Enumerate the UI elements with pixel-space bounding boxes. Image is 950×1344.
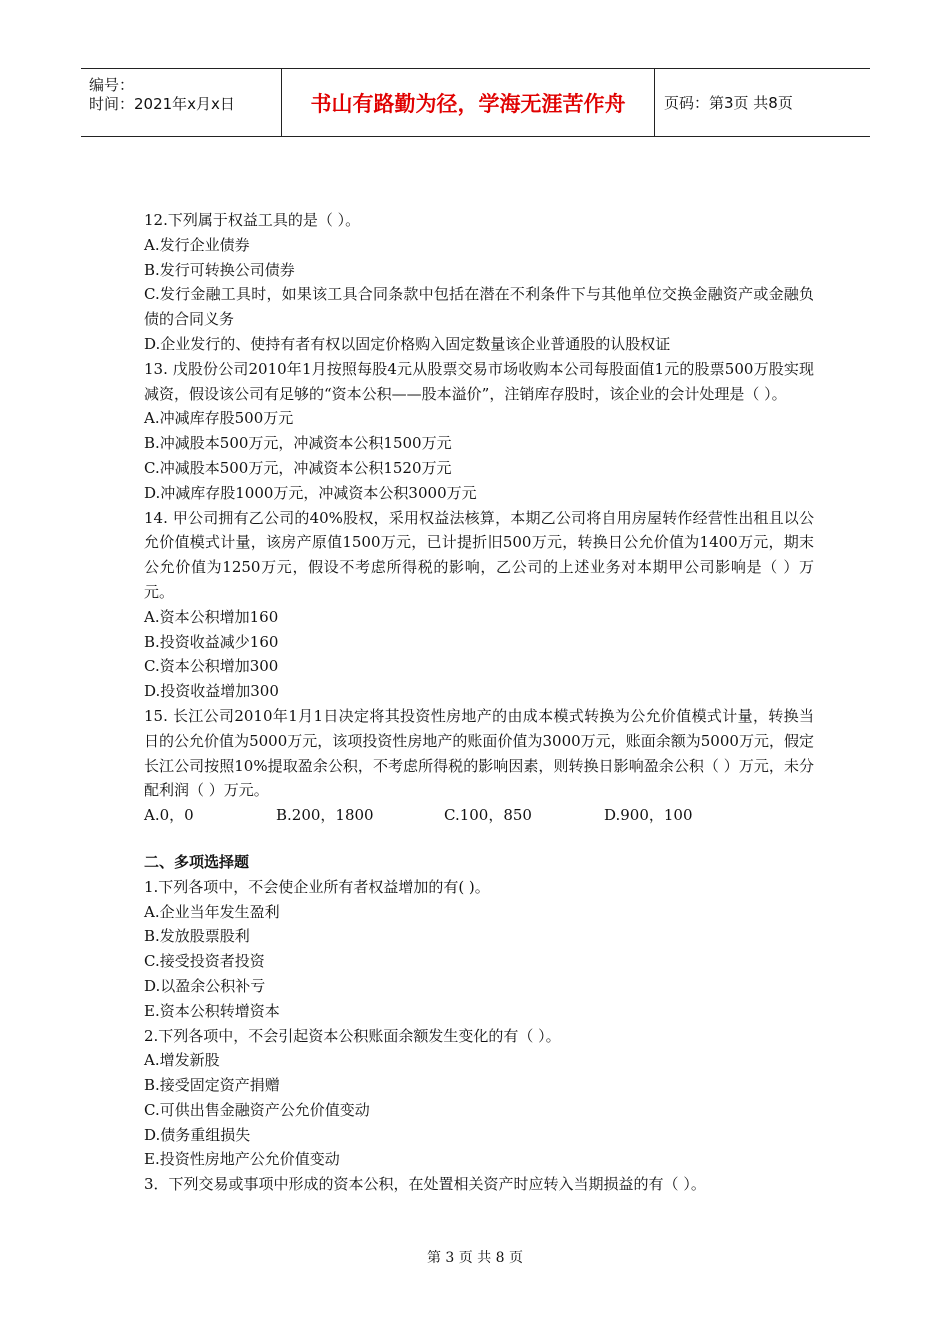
question-13-option-a: A.冲减库存股500万元 xyxy=(144,409,294,428)
question-13-option-d: D.冲减库存股1000万元，冲减资本公积3000万元 xyxy=(144,483,477,502)
section-2-title: 二、多项选择题 xyxy=(144,852,250,871)
question-14-option-c: C.资本公积增加300 xyxy=(144,657,279,676)
page-footer: 第 3 页 共 8 页 xyxy=(426,1250,524,1266)
question-12-option-a: A.发行企业债券 xyxy=(144,235,250,254)
multi-question-1-option-d: D.以盈余公积补亏 xyxy=(144,976,266,995)
multi-question-2-option-e: E.投资性房地产公允价值变动 xyxy=(144,1150,340,1169)
document-number-label: 编号： xyxy=(89,76,135,94)
question-15-options xyxy=(144,803,814,828)
multi-question-3-stem: 3．下列交易或事项中形成的资本公积，在处置相关资产时应转入当期损益的有（ ）。 xyxy=(144,1175,706,1194)
question-14-option-d: D.投资收益增加300 xyxy=(144,682,279,701)
question-12-option-b: B.发行可转换公司债券 xyxy=(144,260,295,279)
header-page-info: 页码：第3页 共8页 xyxy=(664,94,793,112)
multi-question-2-option-c: C.可供出售金融资产公允价值变动 xyxy=(144,1100,370,1119)
document-body xyxy=(144,208,814,1197)
question-14-option-a: A.资本公积增加160 xyxy=(144,607,279,626)
question-13-option-c: C.冲减股本500万元，冲减资本公积1520万元 xyxy=(144,458,452,477)
header-meta xyxy=(81,69,282,136)
multi-question-2-option-b: B.接受固定资产捐赠 xyxy=(144,1076,280,1095)
question-12-option-d: D.企业发行的、使持有者有权以固定价格购入固定数量该企业普通股的认股权证 xyxy=(144,334,671,353)
multi-question-2-option-a: A.增发新股 xyxy=(144,1051,220,1070)
question-15-option-c: C.100，850 xyxy=(444,806,532,825)
document-date: 时间：2021年x月x日 xyxy=(89,95,235,113)
multi-question-1-option-c: C.接受投资者投资 xyxy=(144,952,265,971)
header-motto: 书山有路勤为径，学海无涯苦作舟 xyxy=(282,69,655,136)
question-15-option-a: A.0，0 xyxy=(144,806,194,825)
question-13-stem: 13. 戊股份公司2010年1月按照每股4元从股票交易市场收购本公司每股面值1元的股票500万股实现减资，假设该公司有足够的“资本公积——股本溢价”，注销库存股时，该企业的会计处理是（ ）。 xyxy=(144,359,814,403)
multi-question-1-stem: 1.下列各项中，不会使企业所有者权益增加的有( )。 xyxy=(144,877,490,896)
question-14-stem: 14. 甲公司拥有乙公司的40%股权，采用权益法核算，本期乙公司将自用房屋转作经营性出租且以公允价值模式计量，该房产原值1500万元，已计提折旧500万元，转换日公允价值为1400万元，期末公允价值为1250万元，假设不考虑所得税的影响，乙公司的上述业务对本期甲公司影响是（ ）万元。 xyxy=(144,508,814,601)
page-header xyxy=(81,68,870,137)
question-15-option-b: B.200，1800 xyxy=(276,806,374,825)
multi-question-2-stem: 2.下列各项中，不会引起资本公积账面余额发生变化的有（ ）。 xyxy=(144,1026,561,1045)
multi-question-1-option-e: E.资本公积转增资本 xyxy=(144,1001,280,1020)
question-14-option-b: B.投资收益减少160 xyxy=(144,632,279,651)
question-15-option-d: D.900，100 xyxy=(604,806,693,825)
multi-question-2-option-d: D.债务重组损失 xyxy=(144,1125,251,1144)
multi-question-1-option-b: B.发放股票股利 xyxy=(144,927,250,946)
question-12-option-c: C.发行金融工具时，如果该工具合同条款中包括在潜在不利条件下与其他单位交换金融资产或金融负债的合同义务 xyxy=(144,285,814,329)
question-15-stem: 15. 长江公司2010年1月1日决定将其投资性房地产的由成本模式转换为公允价值模式计量，转换当日的公允价值为5000万元，该项投资性房地产的账面价值为3000万元，账面余额为5000万元，假定长江公司按照10%提取盈余公积，不考虑所得税的影响因素，则转换日影响盈余公积（ ）万元，未分配利润（ ）万元。 xyxy=(144,706,814,800)
multi-question-1-option-a: A.企业当年发生盈利 xyxy=(144,902,280,921)
question-13-option-b: B.冲减股本500万元，冲减资本公积1500万元 xyxy=(144,434,452,453)
question-12-stem: 12.下列属于权益工具的是（ ）。 xyxy=(144,211,361,229)
